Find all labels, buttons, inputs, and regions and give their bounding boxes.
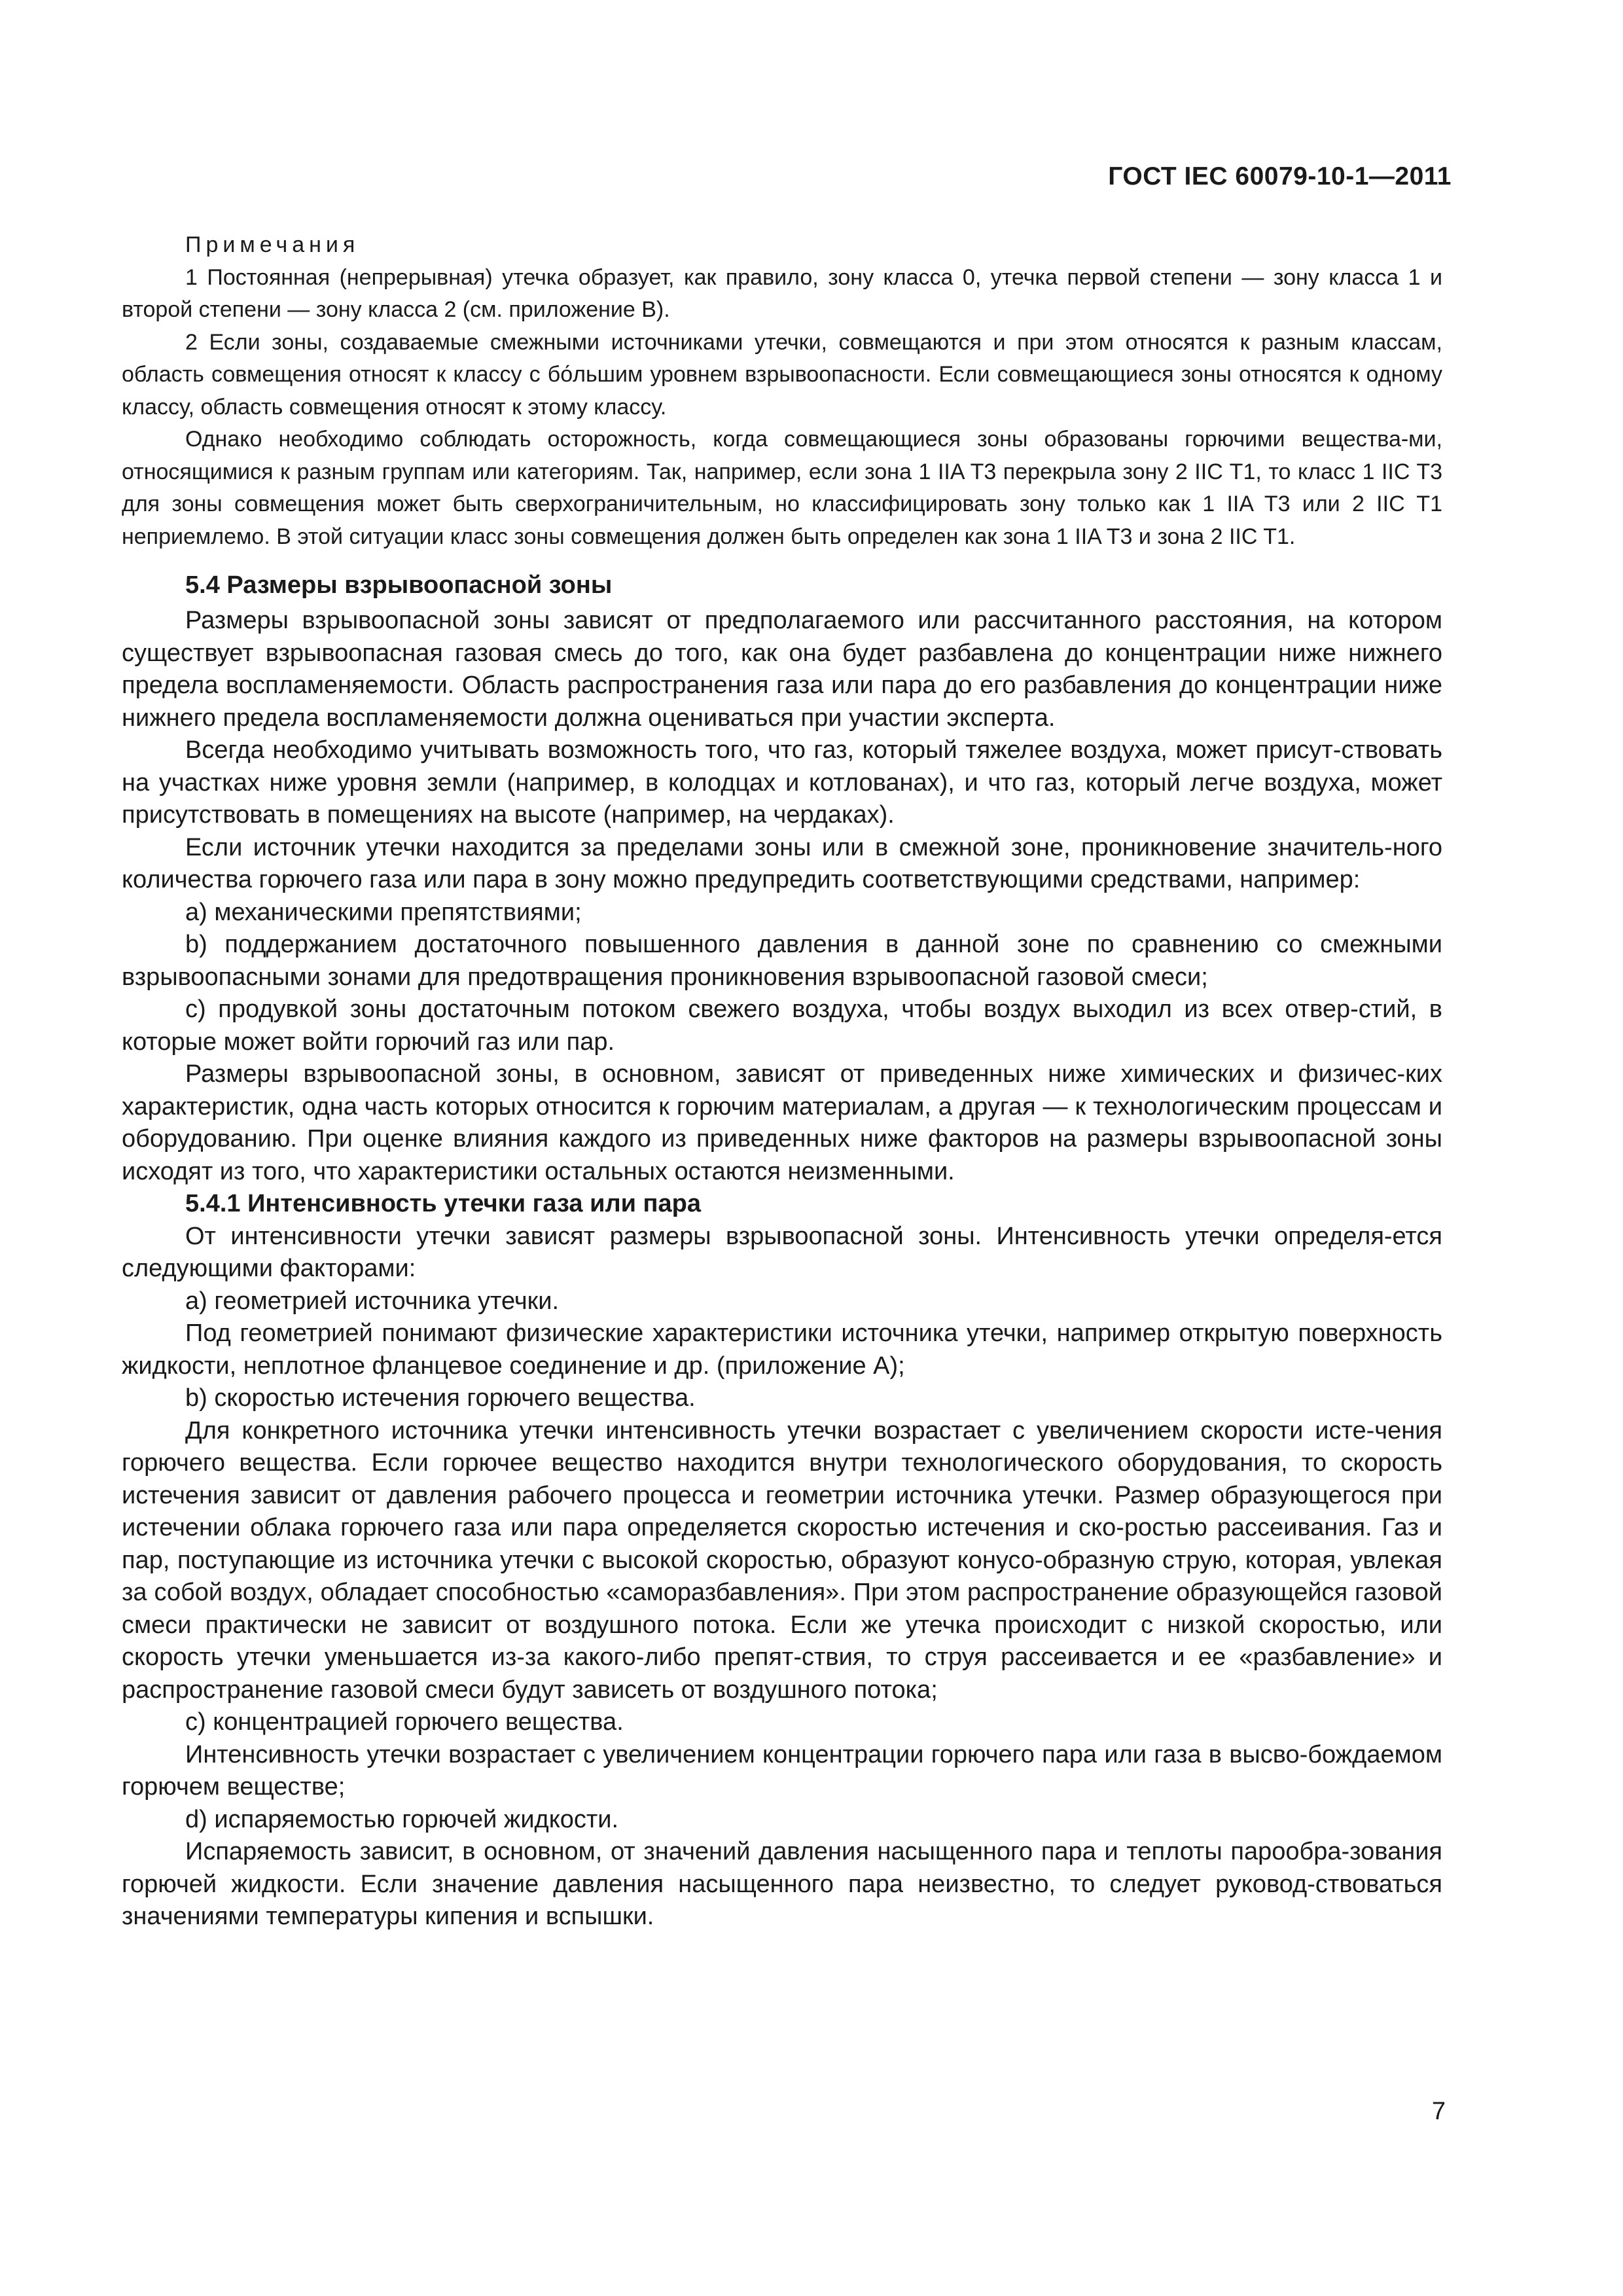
list-item: a) механическими препятствиями; bbox=[185, 898, 582, 926]
list-item: b) скоростью истечения горючего вещества. bbox=[185, 1384, 696, 1412]
body-paragraph: Интенсивность утечки возрастает с увеличением концентрации горючего пара или газа в высво-бождаемом горючем веществе; bbox=[122, 1740, 1442, 1801]
body-paragraph: Если источник утечки находится за пределами зоны или в смежной зоне, проникновение значитель-ного количества горючего газа или пара в зону можно предупредить соответствующими средствами, например: bbox=[122, 833, 1442, 893]
list-item: a) геометрией источника утечки. bbox=[185, 1287, 560, 1315]
notes-block bbox=[122, 229, 1442, 553]
note-paragraph: 2 Если зоны, создаваемые смежными источниками утечки, совмещаются и при этом относятся к разным классам, область совмещения относят к классу с бо́льшим уровнем взрывоопасности. Если совмещающиеся зоны относятся к одному классу, область совмещения относят к этому классу. bbox=[122, 329, 1442, 420]
notes-title: Примечания bbox=[185, 232, 360, 257]
document-code-header: ГОСТ IEC 60079-10-1—2011 bbox=[1108, 162, 1452, 190]
body-paragraph: Размеры взрывоопасной зоны, в основном, зависят от приведенных ниже химических и физичес-ких характеристик, одна часть которых относится к горючим материалам, а другая — к технологическим процессам и оборудованию. При оценке влияния каждого из приведенных ниже факторов на размеры взрывоопасной зоны исходят из того, что характеристики остальных остаются неизменными. bbox=[122, 1060, 1442, 1185]
list-item: c) продувкой зоны достаточным потоком свежего воздуха, чтобы воздух выходил из всех отвер-стий, в которые может войти горючий газ или пар. bbox=[122, 996, 1442, 1056]
section-heading-5-4-1: 5.4.1 Интенсивность утечки газа или пара bbox=[185, 1190, 701, 1217]
note-paragraph: 1 Постоянная (непрерывная) утечка образует, как правило, зону класса 0, утечка первой степени — зону класса 1 и второй степени — зону класса 2 (см. приложение В). bbox=[122, 264, 1442, 322]
body-paragraph: От интенсивности утечки зависят размеры взрывоопасной зоны. Интенсивность утечки определя-ется следующими факторами: bbox=[122, 1222, 1442, 1282]
body-paragraph: Испаряемость зависит, в основном, от значений давления насыщенного пара и теплоты парообра-зования горючей жидкости. Если значение давления насыщенного пара неизвестно, то следует руковод-ствоваться значениями температуры кипения и вспышки. bbox=[122, 1838, 1442, 1930]
page-number: 7 bbox=[1431, 2098, 1446, 2125]
list-item: b) поддержанием достаточного повышенного давления в данной зоне по сравнению со смежными взрывоопасными зонами для предотвращения проникновения взрывоопасной газовой смеси; bbox=[122, 931, 1442, 991]
list-item: c) концентрацией горючего вещества. bbox=[185, 1708, 624, 1736]
body-paragraph: Под геометрией понимают физические характеристики источника утечки, например открытую поверхность жидкости, неплотное фланцевое соединение и др. (приложение А); bbox=[122, 1319, 1442, 1380]
page-content bbox=[122, 229, 1442, 1933]
body-paragraph: Для конкретного источника утечки интенсивность утечки возрастает с увеличением скорости исте-чения горючего вещества. Если горючее вещество находится внутри технологического оборудования, то скорость истечения зависит от давления рабочего процесса и геометрии источника утечки. Размер образующегося при истечении облака горючего газа или пара определяется скоростью истечения и ско-ростью рассеивания. Газ и пар, поступающие из источника утечки с высокой скоростью, образуют конусо-образную струю, которая, увлекая за собой воздух, обладает способностью «саморазбавления». При этом распространение образующейся газовой смеси практически не зависит от воздушного потока. Если же утечка происходит с низкой скоростью, или скорость утечки уменьшается из-за какого-либо препят-ствия, то струя рассеивается и ее «разбавление» и распространение газовой смеси будут зависеть от воздушного потока; bbox=[122, 1416, 1442, 1704]
note-paragraph: Однако необходимо соблюдать осторожность, когда совмещающиеся зоны образованы горючими вещества-ми, относящимися к разным группам или категориям. Так, например, если зона 1 IIA T3 перекрыла зону 2 IIC T1, то класс 1 IIC T3 для зоны совмещения может быть сверхограничительным, но классифицировать зону только как 1 IIA T3 или 2 IIC T1 неприемлемо. В этой ситуации класс зоны совмещения должен быть определен как зона 1 IIA T3 и зона 2 IIC T1. bbox=[122, 427, 1442, 549]
body-paragraph: Всегда необходимо учитывать возможность того, что газ, который тяжелее воздуха, может присут-ствовать на участках ниже уровня земли (например, в колодцах и котлованах), и что газ, который легче воздуха, может присутствовать в помещениях на высоте (например, на чердаках). bbox=[122, 736, 1442, 829]
section-heading-5-4: 5.4 Размеры взрывоопасной зоны bbox=[185, 571, 613, 599]
main-text bbox=[122, 566, 1442, 1933]
body-paragraph: Размеры взрывоопасной зоны зависят от предполагаемого или рассчитанного расстояния, на котором существует взрывоопасная газовая смесь до того, как она будет разбавлена до концентрации ниже нижнего предела воспламеняемости. Область распространения газа или пара до его разбавления до концентрации ниже нижнего предела воспламеняемости должна оцениваться при участии эксперта. bbox=[122, 607, 1442, 732]
list-item: d) испаряемостью горючей жидкости. bbox=[185, 1805, 619, 1833]
